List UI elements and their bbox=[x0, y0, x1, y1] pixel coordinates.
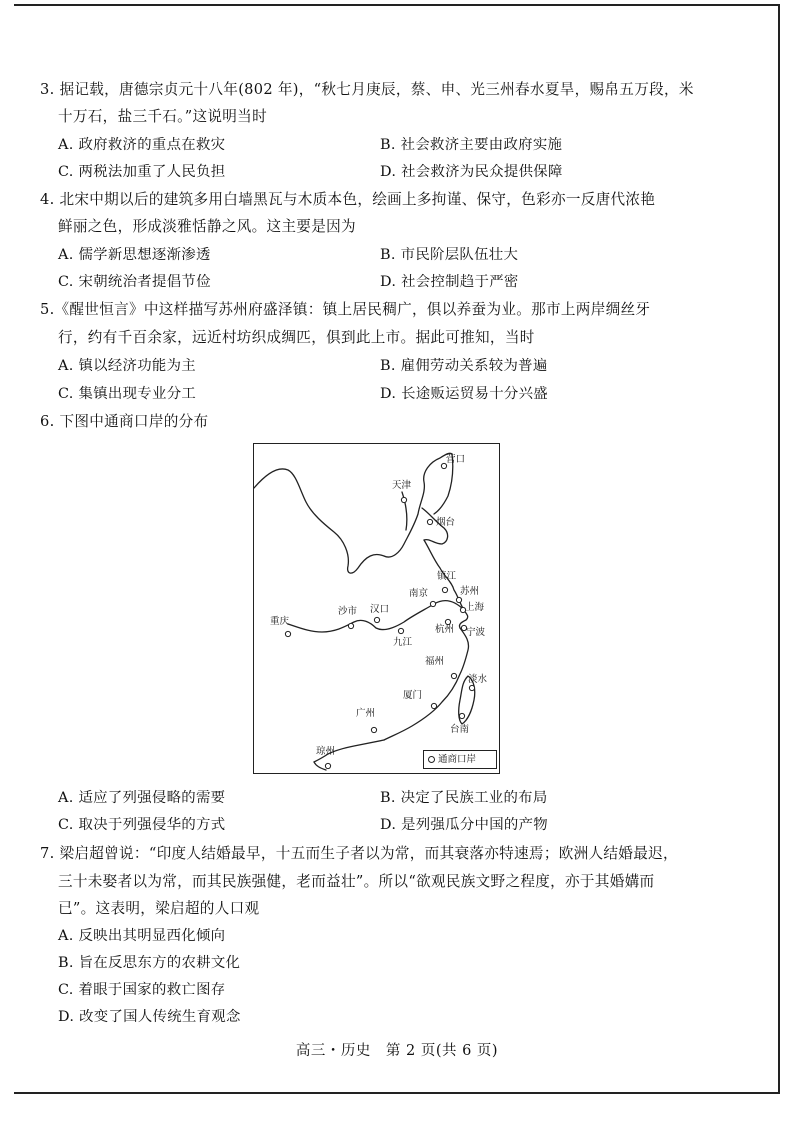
q4-option-a: A. 儒学新思想逐渐渗透 bbox=[58, 247, 211, 263]
port-marker-yantai bbox=[427, 519, 432, 524]
port-marker-chongqing bbox=[285, 631, 290, 636]
q5-option-d: D. 长途贩运贸易十分兴盛 bbox=[380, 386, 548, 402]
city-label-chongqing: 重庆 bbox=[270, 616, 290, 627]
city-label-xiamen: 厦门 bbox=[403, 690, 423, 701]
q5-option-a: A. 镇以经济功能为主 bbox=[58, 358, 196, 374]
city-label-danshui: 淡水 bbox=[468, 674, 488, 685]
city-label-qiongzhou: 琼州 bbox=[316, 746, 336, 757]
q3-option-b: B. 社会救济主要由政府实施 bbox=[380, 137, 563, 153]
city-label-tainan: 台南 bbox=[450, 724, 470, 735]
q7-stem-line2: 三十未娶者以为常，而其民族强健，老而益壮”。所以“欲观民族文野之程度，亦于其婚媾而 bbox=[58, 873, 655, 890]
city-label-tianjin: 天津 bbox=[392, 480, 412, 491]
city-label-nanjing: 南京 bbox=[409, 588, 429, 599]
q3-option-a: A. 政府救济的重点在救灾 bbox=[58, 137, 226, 153]
q6-option-b: B. 决定了民族工业的布局 bbox=[380, 790, 548, 806]
city-label-suzhou: 苏州 bbox=[460, 586, 480, 597]
city-label-jiujiang: 九江 bbox=[393, 637, 413, 648]
q3-option-c: C. 两税法加重了人民负担 bbox=[58, 164, 226, 180]
q3-option-d: D. 社会救济为民众提供保障 bbox=[380, 164, 563, 180]
city-label-shashi: 沙市 bbox=[338, 606, 358, 617]
port-marker-jiujiang bbox=[398, 628, 403, 633]
q6-option-c: C. 取决于列强侵华的方式 bbox=[58, 817, 226, 833]
page-footer: 高三・历史 第 2 页(共 6 页) bbox=[295, 1043, 499, 1059]
q5-option-b: B. 雇佣劳动关系较为普遍 bbox=[380, 358, 548, 374]
q3-stem-line2: 十万石，盐三千石。”这说明当时 bbox=[58, 108, 267, 125]
q7-option-d: D. 改变了国人传统生育观念 bbox=[58, 1009, 241, 1025]
q5-stem-line1: 5.《醒世恒言》中这样描写苏州府盛泽镇：镇上居民稠广，俱以养蚕为业。那市上两岸绸丝牙 bbox=[40, 301, 651, 318]
port-marker-danshui bbox=[469, 685, 474, 690]
city-label-guangzhou: 广州 bbox=[356, 708, 376, 719]
port-marker-fuzhou bbox=[451, 673, 456, 678]
q6-stem: 6. 下图中通商口岸的分布 bbox=[40, 413, 209, 430]
city-label-yingkou: 营口 bbox=[446, 454, 466, 465]
port-marker-guangzhou bbox=[371, 727, 376, 732]
q7-stem-line3: 已”。这表明，梁启超的人口观 bbox=[58, 900, 260, 917]
legend-port-icon bbox=[428, 756, 435, 763]
city-label-ningbo: 宁波 bbox=[466, 627, 486, 638]
port-marker-hankou bbox=[374, 617, 379, 622]
q7-option-b: B. 旨在反思东方的农耕文化 bbox=[58, 955, 241, 971]
city-label-yantai: 烟台 bbox=[436, 517, 456, 528]
treaty-ports-map bbox=[253, 443, 500, 774]
city-label-zhenjiang: 镇江 bbox=[437, 571, 457, 582]
legend-label: 通商口岸 bbox=[438, 754, 477, 765]
q3-stem-line1: 3. 据记载，唐德宗贞元十八年(802 年)，“秋七月庚辰，蔡、申、光三州春水夏旱，赐帛五万段，米 bbox=[40, 81, 694, 98]
q5-stem-line2: 行，约有千百余家，远近村坊织成绸匹，俱到此上市。据此可推知，当时 bbox=[58, 329, 535, 346]
q4-option-c: C. 宋朝统治者提倡节俭 bbox=[58, 274, 211, 290]
q4-option-b: B. 市民阶层队伍壮大 bbox=[380, 247, 519, 263]
city-label-hangzhou: 杭州 bbox=[435, 624, 455, 635]
q4-stem-line2: 鲜丽之色，形成淡雅恬静之风。这主要是因为 bbox=[58, 218, 356, 235]
q5-option-c: C. 集镇出现专业分工 bbox=[58, 386, 197, 402]
port-marker-tianjin bbox=[401, 497, 406, 502]
port-marker-tainan bbox=[459, 713, 464, 718]
port-marker-zhenjiang bbox=[442, 587, 447, 592]
q4-option-d: D. 社会控制趋于严密 bbox=[380, 274, 519, 290]
city-label-shanghai: 上海 bbox=[465, 602, 485, 613]
city-label-hankou: 汉口 bbox=[370, 604, 390, 615]
q7-option-a: A. 反映出其明显西化倾向 bbox=[58, 928, 226, 944]
city-label-fuzhou: 福州 bbox=[425, 656, 445, 667]
port-marker-xiamen bbox=[431, 703, 436, 708]
map-legend bbox=[423, 750, 497, 769]
q6-option-a: A. 适应了列强侵略的需要 bbox=[58, 790, 226, 806]
q7-stem-line1: 7. 梁启超曾说：“印度人结婚最早，十五而生子者以为常，而其衰落亦特速焉；欧洲人结婚最迟， bbox=[40, 845, 678, 862]
port-marker-suzhou bbox=[456, 597, 461, 602]
q6-option-d: D. 是列强瓜分中国的产物 bbox=[380, 817, 548, 833]
q7-option-c: C. 着眼于国家的救亡图存 bbox=[58, 982, 226, 998]
port-marker-nanjing bbox=[430, 601, 435, 606]
port-marker-shashi bbox=[348, 623, 353, 628]
q4-stem-line1: 4. 北宋中期以后的建筑多用白墙黑瓦与木质本色，绘画上多拘谨、保守，色彩亦一反唐代浓艳 bbox=[40, 191, 656, 208]
port-marker-qiongzhou bbox=[325, 763, 330, 768]
